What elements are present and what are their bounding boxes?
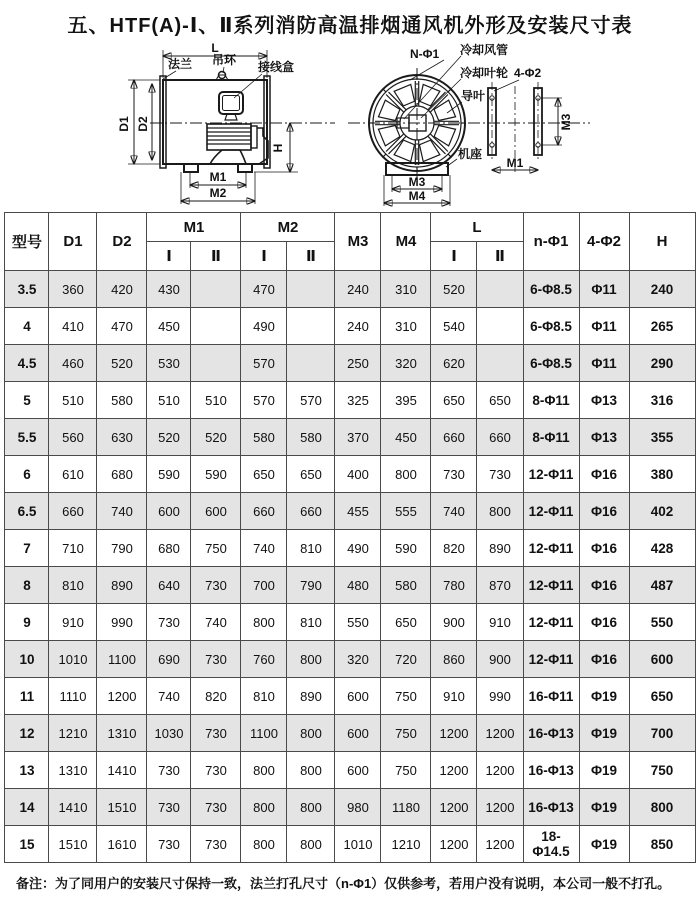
table-row	[5, 308, 695, 345]
value-cell: 1310	[97, 715, 147, 752]
model-cell: 14	[5, 789, 49, 826]
value-cell: 1200	[431, 752, 477, 789]
header-l-sub1: Ⅰ	[431, 242, 477, 271]
model-cell: 4.5	[5, 345, 49, 382]
dim-M2: M2	[209, 186, 227, 200]
value-cell: 710	[49, 530, 97, 567]
value-cell: Φ19	[579, 826, 629, 863]
value-cell: Φ11	[579, 345, 629, 382]
value-cell: 750	[381, 752, 431, 789]
dim-D2: D2	[136, 116, 150, 132]
value-cell: 910	[49, 604, 97, 641]
model-cell: 10	[5, 641, 49, 678]
side-view-drawing	[117, 41, 335, 204]
value-cell: 570	[241, 382, 287, 419]
table-row	[5, 715, 695, 752]
model-cell: 6.5	[5, 493, 49, 530]
value-cell: 1200	[431, 789, 477, 826]
model-cell: 13	[5, 752, 49, 789]
model-cell: 12	[5, 715, 49, 752]
value-cell: 1100	[97, 641, 147, 678]
dimension-table	[4, 212, 695, 863]
header-m3: M3	[335, 213, 381, 271]
header-m1: M1	[147, 213, 241, 242]
value-cell: Φ19	[579, 789, 629, 826]
dim-M1-right: M1	[506, 156, 524, 170]
value-cell: Φ11	[579, 308, 629, 345]
front-view-drawing	[348, 42, 590, 206]
value-cell: 890	[477, 530, 523, 567]
dim-M3-bottom: M3	[408, 175, 426, 189]
value-cell: 560	[49, 419, 97, 456]
value-cell: 310	[381, 308, 431, 345]
value-cell: 1310	[49, 752, 97, 789]
value-cell: 1100	[241, 715, 287, 752]
value-cell: 520	[147, 419, 191, 456]
value-cell: 1010	[335, 826, 381, 863]
dim-H: H	[271, 143, 285, 153]
label-n-phi1: N-Φ1	[410, 47, 440, 61]
value-cell: 820	[191, 678, 241, 715]
value-cell: 16-Φ11	[523, 678, 579, 715]
value-cell	[287, 345, 335, 382]
value-cell: 6-Φ8.5	[523, 308, 579, 345]
value-cell: 320	[335, 641, 381, 678]
model-cell: 8	[5, 567, 49, 604]
value-cell: 355	[629, 419, 695, 456]
value-cell: 650	[431, 382, 477, 419]
value-cell: 800	[287, 641, 335, 678]
value-cell: 1200	[97, 678, 147, 715]
value-cell: 800	[381, 456, 431, 493]
value-cell: 890	[287, 678, 335, 715]
table-row	[5, 419, 695, 456]
value-cell: 8-Φ11	[523, 419, 579, 456]
value-cell: 910	[477, 604, 523, 641]
value-cell: 800	[241, 604, 287, 641]
model-cell: 5.5	[5, 419, 49, 456]
value-cell: 700	[629, 715, 695, 752]
value-cell: 790	[287, 567, 335, 604]
label-4-phi2: 4-Φ2	[514, 66, 542, 80]
value-cell: 487	[629, 567, 695, 604]
value-cell: 370	[335, 419, 381, 456]
value-cell: 900	[431, 604, 477, 641]
header-m2-sub1: Ⅰ	[241, 242, 287, 271]
header-d2: D2	[97, 213, 147, 271]
value-cell: 240	[335, 308, 381, 345]
value-cell: 510	[147, 382, 191, 419]
value-cell: 540	[431, 308, 477, 345]
model-cell: 3.5	[5, 271, 49, 308]
value-cell: 730	[147, 789, 191, 826]
value-cell: Φ16	[579, 567, 629, 604]
value-cell: 600	[147, 493, 191, 530]
value-cell: 570	[287, 382, 335, 419]
value-cell: 16-Φ13	[523, 752, 579, 789]
value-cell: 490	[335, 530, 381, 567]
value-cell: 740	[147, 678, 191, 715]
label-cooling-duct: 冷却风管	[460, 43, 509, 57]
value-cell: 750	[191, 530, 241, 567]
table-row	[5, 789, 695, 826]
value-cell: 400	[335, 456, 381, 493]
value-cell: Φ19	[579, 752, 629, 789]
value-cell: 800	[287, 752, 335, 789]
value-cell: 450	[147, 308, 191, 345]
value-cell: 800	[287, 789, 335, 826]
value-cell: 12-Φ11	[523, 641, 579, 678]
value-cell: Φ13	[579, 419, 629, 456]
dimension-diagrams	[0, 40, 700, 210]
header-d1: D1	[49, 213, 97, 271]
value-cell: Φ11	[579, 271, 629, 308]
header-m4: M4	[381, 213, 431, 271]
value-cell: 580	[97, 382, 147, 419]
value-cell: 720	[381, 641, 431, 678]
value-cell: 428	[629, 530, 695, 567]
value-cell: 820	[431, 530, 477, 567]
motor-icon	[207, 124, 268, 164]
value-cell	[477, 271, 523, 308]
value-cell: 455	[335, 493, 381, 530]
value-cell: 325	[335, 382, 381, 419]
model-cell: 7	[5, 530, 49, 567]
value-cell: 740	[241, 530, 287, 567]
value-cell: 660	[431, 419, 477, 456]
value-cell: 680	[97, 456, 147, 493]
value-cell: 810	[241, 678, 287, 715]
dim-M4: M4	[408, 189, 426, 203]
value-cell: 650	[477, 382, 523, 419]
value-cell: 980	[335, 789, 381, 826]
value-cell: 1610	[97, 826, 147, 863]
value-cell: 660	[241, 493, 287, 530]
value-cell: 520	[191, 419, 241, 456]
value-cell: 990	[97, 604, 147, 641]
value-cell: 790	[97, 530, 147, 567]
value-cell	[287, 271, 335, 308]
header-l-sub2: Ⅱ	[477, 242, 523, 271]
value-cell: 510	[49, 382, 97, 419]
value-cell: 660	[477, 419, 523, 456]
value-cell: 12-Φ11	[523, 567, 579, 604]
model-cell: 6	[5, 456, 49, 493]
header-m1-sub2: Ⅱ	[191, 242, 241, 271]
value-cell: 590	[191, 456, 241, 493]
value-cell	[191, 271, 241, 308]
value-cell: 580	[287, 419, 335, 456]
value-cell: 250	[335, 345, 381, 382]
value-cell: 490	[241, 308, 287, 345]
value-cell: 740	[97, 493, 147, 530]
value-cell: 430	[147, 271, 191, 308]
value-cell	[191, 345, 241, 382]
value-cell: 730	[191, 826, 241, 863]
value-cell: 750	[381, 678, 431, 715]
value-cell: 1010	[49, 641, 97, 678]
value-cell: 690	[147, 641, 191, 678]
value-cell: 450	[381, 419, 431, 456]
value-cell: Φ16	[579, 641, 629, 678]
value-cell: 1200	[477, 789, 523, 826]
value-cell: 240	[629, 271, 695, 308]
value-cell: 320	[381, 345, 431, 382]
value-cell: 730	[191, 715, 241, 752]
value-cell: 650	[381, 604, 431, 641]
header-m2: M2	[241, 213, 335, 242]
value-cell: 6-Φ8.5	[523, 271, 579, 308]
value-cell: 600	[335, 678, 381, 715]
value-cell: 800	[477, 493, 523, 530]
value-cell: 510	[191, 382, 241, 419]
value-cell: 650	[287, 456, 335, 493]
model-cell: 5	[5, 382, 49, 419]
value-cell: 640	[147, 567, 191, 604]
value-cell: 810	[287, 530, 335, 567]
value-cell: 12-Φ11	[523, 530, 579, 567]
value-cell: 730	[431, 456, 477, 493]
value-cell: 550	[335, 604, 381, 641]
dim-L: L	[211, 41, 219, 55]
table-row	[5, 641, 695, 678]
value-cell: 730	[147, 604, 191, 641]
value-cell: 650	[241, 456, 287, 493]
value-cell: 480	[335, 567, 381, 604]
value-cell: 890	[97, 567, 147, 604]
value-cell: 610	[49, 456, 97, 493]
value-cell: 800	[629, 789, 695, 826]
value-cell: 580	[381, 567, 431, 604]
value-cell: 1180	[381, 789, 431, 826]
value-cell: Φ19	[579, 715, 629, 752]
table-row	[5, 752, 695, 789]
value-cell: 600	[335, 752, 381, 789]
value-cell: 460	[49, 345, 97, 382]
value-cell: 18-Φ14.5	[523, 826, 579, 863]
value-cell: 395	[381, 382, 431, 419]
value-cell: Φ16	[579, 530, 629, 567]
label-cooling-impeller: 冷却叶轮	[460, 66, 509, 80]
header-l: L	[431, 213, 523, 242]
value-cell	[477, 345, 523, 382]
value-cell: 800	[241, 752, 287, 789]
header-n-phi1: n-Φ1	[523, 213, 579, 271]
table-row	[5, 604, 695, 641]
value-cell: 730	[191, 567, 241, 604]
value-cell: 570	[241, 345, 287, 382]
value-cell: 740	[191, 604, 241, 641]
value-cell: 530	[147, 345, 191, 382]
value-cell: 630	[97, 419, 147, 456]
value-cell: 1200	[431, 715, 477, 752]
value-cell: 590	[381, 530, 431, 567]
value-cell: Φ16	[579, 493, 629, 530]
value-cell: 420	[97, 271, 147, 308]
table-row	[5, 826, 695, 863]
value-cell: 410	[49, 308, 97, 345]
dim-M1-left: M1	[209, 170, 227, 184]
value-cell: 12-Φ11	[523, 456, 579, 493]
value-cell: 600	[629, 641, 695, 678]
value-cell: 730	[191, 641, 241, 678]
table-row	[5, 678, 695, 715]
value-cell: 402	[629, 493, 695, 530]
table-row	[5, 567, 695, 604]
table-row	[5, 271, 695, 308]
value-cell: 780	[431, 567, 477, 604]
value-cell: 870	[477, 567, 523, 604]
label-flange: 法兰	[168, 57, 193, 71]
table-row	[5, 530, 695, 567]
value-cell: 1200	[477, 715, 523, 752]
header-4-phi2: 4-Φ2	[579, 213, 629, 271]
value-cell: 290	[629, 345, 695, 382]
value-cell: 310	[381, 271, 431, 308]
header-m2-sub2: Ⅱ	[287, 242, 335, 271]
value-cell: 380	[629, 456, 695, 493]
value-cell: 800	[241, 789, 287, 826]
value-cell: 12-Φ11	[523, 493, 579, 530]
junction-box-icon	[219, 92, 243, 120]
value-cell: 740	[431, 493, 477, 530]
value-cell: 810	[287, 604, 335, 641]
value-cell: 550	[629, 604, 695, 641]
value-cell: 1200	[477, 826, 523, 863]
value-cell: 730	[191, 752, 241, 789]
value-cell: 900	[477, 641, 523, 678]
model-cell: 11	[5, 678, 49, 715]
value-cell: 990	[477, 678, 523, 715]
value-cell: 470	[97, 308, 147, 345]
value-cell: 800	[241, 826, 287, 863]
model-cell: 4	[5, 308, 49, 345]
table-header	[5, 213, 695, 271]
value-cell: 730	[477, 456, 523, 493]
footnote: 备注：为了同用户的安装尺寸保持一致，法兰打孔尺寸（n-Φ1）仅供参考，若用户没有说明，本公司一般不打孔。	[16, 876, 671, 891]
dim-D1: D1	[117, 116, 131, 132]
value-cell: 1210	[381, 826, 431, 863]
value-cell: 8-Φ11	[523, 382, 579, 419]
table-row	[5, 345, 695, 382]
model-cell: 9	[5, 604, 49, 641]
value-cell: Φ13	[579, 382, 629, 419]
value-cell	[191, 308, 241, 345]
value-cell: 316	[629, 382, 695, 419]
label-guide-vane: 导叶	[461, 89, 486, 103]
value-cell: 1410	[49, 789, 97, 826]
value-cell: 470	[241, 271, 287, 308]
value-cell: 750	[629, 752, 695, 789]
label-lifting-ring: 吊环	[212, 53, 237, 67]
value-cell: 555	[381, 493, 431, 530]
foot-left	[184, 164, 198, 172]
value-cell: 1510	[97, 789, 147, 826]
label-junction-box: 接线盒	[258, 60, 295, 74]
value-cell	[287, 308, 335, 345]
value-cell: 590	[147, 456, 191, 493]
value-cell: 265	[629, 308, 695, 345]
value-cell: 1410	[97, 752, 147, 789]
value-cell: 660	[49, 493, 97, 530]
header-h: H	[629, 213, 695, 271]
model-cell: 15	[5, 826, 49, 863]
value-cell: 810	[49, 567, 97, 604]
value-cell: 620	[431, 345, 477, 382]
value-cell: 1200	[477, 752, 523, 789]
value-cell: 700	[241, 567, 287, 604]
value-cell: 360	[49, 271, 97, 308]
value-cell: 520	[97, 345, 147, 382]
value-cell: 650	[629, 678, 695, 715]
value-cell: 800	[287, 826, 335, 863]
value-cell: 600	[335, 715, 381, 752]
value-cell: 850	[629, 826, 695, 863]
value-cell: Φ16	[579, 456, 629, 493]
value-cell: 750	[381, 715, 431, 752]
page-title: 五、HTF(A)-Ⅰ、Ⅱ系列消防高温排烟通风机外形及安装尺寸表	[67, 15, 633, 37]
lifting-ring-icon	[216, 72, 228, 81]
value-cell: Φ19	[579, 678, 629, 715]
value-cell: 760	[241, 641, 287, 678]
value-cell: 730	[147, 752, 191, 789]
value-cell: 800	[287, 715, 335, 752]
table-row	[5, 382, 695, 419]
label-base: 机座	[458, 147, 483, 161]
value-cell	[477, 308, 523, 345]
value-cell: 1210	[49, 715, 97, 752]
value-cell: 910	[431, 678, 477, 715]
table-row	[5, 456, 695, 493]
value-cell: Φ16	[579, 604, 629, 641]
table-body	[5, 271, 695, 863]
value-cell: 6-Φ8.5	[523, 345, 579, 382]
value-cell: 1110	[49, 678, 97, 715]
value-cell: 240	[335, 271, 381, 308]
table-row	[5, 493, 695, 530]
foot-right	[238, 164, 252, 172]
value-cell: 730	[191, 789, 241, 826]
value-cell: 600	[191, 493, 241, 530]
value-cell: 520	[431, 271, 477, 308]
value-cell: 660	[287, 493, 335, 530]
value-cell: 580	[241, 419, 287, 456]
value-cell: 730	[147, 826, 191, 863]
value-cell: 1510	[49, 826, 97, 863]
value-cell: 860	[431, 641, 477, 678]
value-cell: 12-Φ11	[523, 604, 579, 641]
header-m1-sub1: Ⅰ	[147, 242, 191, 271]
figures	[0, 40, 700, 210]
value-cell: 1030	[147, 715, 191, 752]
header-model: 型号	[5, 213, 49, 271]
value-cell: 680	[147, 530, 191, 567]
value-cell: 16-Φ13	[523, 715, 579, 752]
value-cell: 1200	[431, 826, 477, 863]
value-cell: 16-Φ13	[523, 789, 579, 826]
dim-M3-right: M3	[559, 113, 573, 131]
